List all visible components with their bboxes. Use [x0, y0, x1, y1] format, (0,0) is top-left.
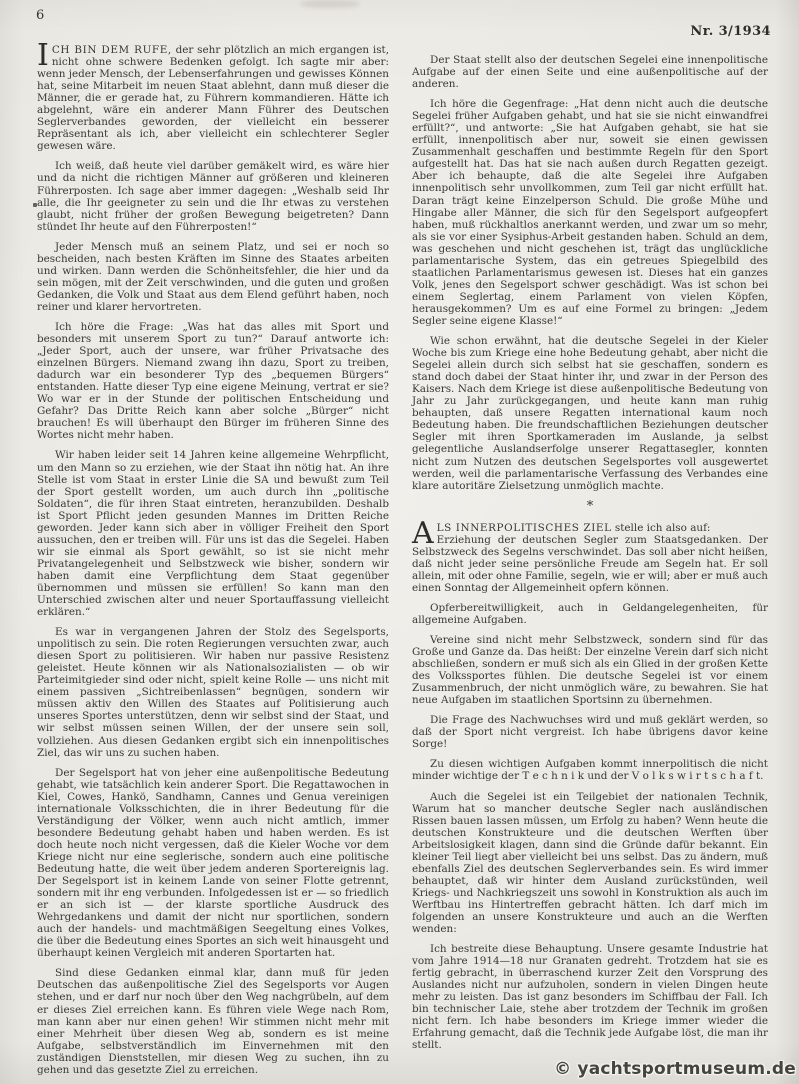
drop-cap-lead: LS INNERPOLITISCHES ZIEL	[436, 521, 612, 534]
paragraph: Der Segelsport hat von jeher eine außenpolitische Bedeutung gehabt, wie tatsächlich kein anderer Sport. Die Regattawochen in Kiel, Cowes, Hankö, Sandhamn, Cannes und Genua vereinigen internationale Volksschichten, die in ihrer Bedeutung für die Verständigung der Völker, wenn auch nicht amtlich, immer besondere Bedeutung gehabt haben und haben werden. Es ist doch heute noch nicht vergessen, daß die Kieler Woche vor dem Kriege nicht nur eine seglerische, sondern auch eine politische Bedeutung hatte, die weit über jedem anderen Sportereignis lag. Der Segelsport ist in keinem Lande von seiner Flotte getrennt, sondern mit ihr eng verbunden. Infolgedessen ist er — so friedlich er an sich ist — der klarste sportliche Ausdruck des Wehrgedankens und damit der nicht nur sportlichen, sondern auch der handels- und machtmäßigen Seegeltung eines Volkes, die über die Bedeutung eines Sportes an sich weit hinausgeht und überhaupt keinen Vergleich mit anderen Sportarten hat.	[37, 766, 389, 960]
paragraph: Opferbereitwilligkeit, auch in Geldangelegenheiten, für allgemeine Aufgaben.	[412, 601, 768, 626]
paragraph: Ich höre die Gegenfrage: „Hat denn nicht auch die deutsche Segelei früher Aufgaben gehabt, und hat sie sie nicht einwandfrei erfüllt?“, und antworte: „Sie hat Aufgaben gehabt, sie hat sie erfüllt, innenpolitisch aber nur, soweit sie einen gewissen Zusammenhalt geschaffen und bestimmte Regeln für den Sport aufgestellt hat. Das hat sie nach außen durch Regatten gezeigt. Aber ich behaupte, daß die alte Segelei ihre Aufgaben innenpolitisch sehr unvollkommen, zum Teil gar nicht erfüllt hat. Daran trägt keine Einzelperson Schuld. Die große Mühe und Hingabe aller Männer, die sich für den Segelsport aufgeopfert haben, muß rückhaltlos anerkannt werden, und zwar um so mehr, als sie vor einer Sysiphus-Arbeit gestanden haben. Schuld an dem, was geschehen und nicht geschehen ist, trägt das unglückliche parlamentarische System, das ein getreues Spiegelbild des staatlichen Parlamentarismus gewesen ist. Dieses hat ein ganzes Volk, jenes den Segelsport schwer geschädigt. Was ist schon bei einem Seglertag, einem Parlament von vielen Köpfen, herausgekommen? Um es auf eine Formel zu bringen: „Jedem Segler seine eigene Klasse!“	[412, 98, 768, 327]
paragraph-text: der sehr plötzlich an mich ergangen ist, nicht ohne schwere Bedenken gefolgt. Ich sagte mir aber: wenn jeder Mensch, der Lebenserfahrungen und gewisses Können hat, seine Mitarbeit im neuen Staat ablehnt, dann muß dieser die Männer, die er gerade hat, zu Führern kommandieren. Hätte ich abgelehnt, wäre ein anderer Mann Führer des Deutschen Seglerverbandes geworden, der vielleicht ein besserer Repräsentant als ich, aber vielleicht ein schlechterer Segler gewesen wäre.	[37, 44, 390, 153]
drop-cap-lead: CH BIN DEM RUFE,	[51, 44, 172, 56]
paragraph: Zu diesen wichtigen Aufgaben kommt innerpolitisch die nicht minder wichtige der T e c h n i k und der V o l k s w i r t s c h a f t.	[412, 758, 768, 783]
paragraph: Vereine sind nicht mehr Selbstzweck, sondern sind für das Große und Ganze da. Das heißt: Der einzelne Verein darf sich nicht abschließen, sondern er muß sich als ein Glied in der großen Kette des Volkssportes fühlen. Die deutsche Segelei ist vor einem Zusammenbruch, der nicht unmöglich wäre, zu bewahren. Sie hat neue Aufgaben im staatlichen Sportsinn zu übernehmen.	[412, 634, 768, 707]
paragraph: Wir haben leider seit 14 Jahren keine allgemeine Wehrpflicht, um den Mann so zu erziehen, wie der Staat ihn nötig hat. An ihre Stelle ist vom Staat in erster Linie die SA und bewußt zum Teil der Sport gestellt worden, um auch durch ihn „politische Soldaten“, die für ihren Staat eintreten, heranzubilden. Deshalb ist Sport Pflicht jeden gesunden Mannes im Dritten Reiche geworden. Jeder kann sich aber in völliger Freiheit den Sport aussuchen, den er treiben will. Für uns ist das die Segelei. Haben wir sie einmal als Sport gewählt, so ist sie nicht mehr Privatangelegenheit und Selbstzweck wie bisher, sondern wir haben damit eine Verpflichtung dem Staat gegenüber übernommen und müssen sie erfüllen! So kann man den Unterschied zwischen alter und neuer Sportauffassung vielleicht erklären.“	[37, 449, 389, 619]
paragraph: Ich bestreite diese Behauptung. Unsere gesamte Industrie hat vom Jahre 1914—18 nur Granaten gedreht. Trotzdem hat sie es fertig gebracht, in überraschend kurzer Zeit den Vorsprung des Auslandes nicht nur aufzuholen, sondern in vielen Dingen heute mehr zu leisten. Das ist ganz besonders im Schiffbau der Fall. Ich bin technischer Laie, stehe aber trotzdem der Technik im großen nicht fern. Ich habe besonders im Kriege immer wieder die Erfahrung gemacht, daß die Technik jede Aufgabe löst, die man ihr stellt.	[412, 943, 768, 1052]
left-column	[37, 38, 390, 1084]
paragraph: Die Frage des Nachwuchses wird und muß geklärt werden, so daß der Sport nicht vergreist. Ich habe übrigens davor keine Sorge!	[412, 714, 768, 751]
paragraph: Ich weiß, daß heute viel darüber gemäkelt wird, es wäre hier und da nicht die richtigen Männer auf größeren und kleineren Führerposten. Ich sage aber immer dagegen: „Weshalb seid Ihr alle, die Ihr geeigneter zu sein und die Ihr etwas zu verstehen glaubt, nicht früher der großen Bewegung beigetreten? Dann stündet Ihr heute auf den Führerposten!“	[37, 160, 389, 233]
paragraph: Der Staat stellt also der deutschen Segelei eine innenpolitische Aufgabe auf der einen Seite und eine außenpolitische auf der anderen.	[412, 54, 768, 91]
issue-number: Nr. 3/1934	[690, 24, 771, 39]
paragraph-lead-rest: stelle ich also auf:	[611, 521, 711, 534]
drop-cap: I	[37, 38, 49, 73]
drop-cap: A	[412, 515, 434, 551]
paragraph: Auch die Segelei ist ein Teilgebiet der nationalen Technik, Warum hat so mancher deutsche Segler nach ausländischen Rissen bauen lassen müssen, um Erfolg zu haben? Wenn heute die deutschen Konstrukteure und die deutschen Werften über Arbeitslosigkeit klagen, dann sind die Gründe dafür bekannt. Ein kleiner Teil liegt aber vielleicht bei uns selbst. Das zu ändern, muß ebenfalls Ziel des deutschen Seglerverbandes sein. Es wird immer behauptet, daß wir hinter dem Ausland zurückstünden, weil Kriegs- und Nachkriegszeit uns sowohl in Konstruktion als auch im Werftbau ins Hintertreffen gebracht hätten. Ich darf mich im folgenden an unsere Konstrukteure und auch an die Werften wenden:	[412, 790, 768, 936]
page-number: 6	[36, 8, 45, 23]
section-separator: *	[586, 498, 594, 514]
scan-smudge-artifact	[300, 0, 360, 8]
paragraph: Es war in vergangenen Jahren der Stolz des Segelsports, unpolitisch zu sein. Die roten Regierungen versuchten zwar, auch diesen Sport zu politisieren. Wir haben nur passive Resistenz geleistet. Heute können wir als Nationalsozialisten — ob wir Parteimitgieder sind oder nicht, spielt keine Rolle — uns nicht mit einem passiven „Sichtreibenlassen“ begnügen, sondern wir müssen aktiv den Willen des Staates auf Politisierung auch unseres Sportes unterstützen, denn wir selbst sind der Staat, und wir selbst müssen seinen Willen, der der unsere sein soll, vollziehen. Aus diesen Gedanken ergibt sich ein innenpolitisches Ziel, das wir uns zu suchen haben.	[37, 626, 389, 759]
paragraph: Ich höre die Frage: „Was hat das alles mit Sport und besonders mit unserem Sport zu tun?“ Darauf antworte ich: „Jeder Sport, auch der unsere, war früher Privatsache des einzelnen Bürgers. Niemand zwang ihn dazu, Sport zu treiben, dadurch war ein besonderer Typ des „bequemen Bürgers“ entstanden. Hatte dieser Typ eine eigene Meinung, vertrat er sie? Wo war er in der Stunde der politischen Entscheidung und Gefahr? Das Dritte Reich kann aber solche „Bürger“ nicht brauchen! Es will überhaupt den Bürger im früheren Sinne des Wortes nicht mehr haben.	[37, 320, 389, 442]
paragraph: Sind diese Gedanken einmal klar, dann muß für jeden Deutschen das außenpolitische Ziel des Segelsports vor Augen stehen, und er darf nur noch über den Weg nachgrübeln, auf dem er dieses Ziel erreichen kann. Es führen viele Wege nach Rom, man kann aber nur einen gehen! Wir stimmen nicht mehr mit einer Mehrheit über diesen Weg ab, sondern es ist meine Aufgabe, selbstverständlich im Einvernehmen mit den zuständigen Dienststellen, mir diesen Weg zu suchen, ihn zu gehen und das gesetzte Ziel zu erreichen.	[37, 967, 389, 1076]
paragraph	[412, 515, 768, 594]
paragraph	[37, 38, 390, 153]
watermark: © yachtsportmuseum.de	[554, 1059, 796, 1079]
paragraph: Wie schon erwähnt, hat die deutsche Segelei in der Kieler Woche bis zum Kriege eine hohe Bedeutung gehabt, aber nicht die Segelei allein durch sich selbst hat sie geschaffen, sondern es stand doch dabei der Staat hinter ihr, und zwar in der Person des Kaisers. Nach dem Kriege ist diese außenpolitische Bedeutung von Jahr zu Jahr zurückgegangen, und heute kann man ruhig behaupten, daß unsere Regatten international kaum noch Bedeutung haben. Die freundschaftlichen Beziehungen deutscher Segler mit ihren Sportkameraden im Auslande, ja selbst gelegentliche Auslandserfolge unserer Regattasegler, konnten nicht zum Nutzen des deutschen Segelsportes voll ausgewertet werden, weil die parlamentarische Verfassung des Verbandes eine klare autoritäre Zielsetzung unmöglich machte.	[412, 335, 768, 492]
paragraph: Jeder Mensch muß an seinem Platz, und sei er noch so bescheiden, nach besten Kräften im Sinne des Staates arbeiten und wirken. Dann werden die Schönheitsfehler, die hier und da sein mögen, mit der Zeit verschwinden, und die guten und großen Gedanken, die Volk und Staat aus dem Elend geführt haben, noch reiner und klarer hervortreten.	[37, 240, 389, 313]
right-column	[412, 54, 768, 1060]
paragraph-text: Erziehung der deutschen Segler zum Staatsgedanken. Der Selbstzweck des Segelns verschwindet. Das soll aber nicht heißen, daß nicht jeder seine persönliche Freude am Segeln hat. Er soll allein, mit oder ohne Familie, segeln, wie er will; aber er muß auch einen Sonntag der Allgemeinheit opfern können.	[412, 533, 768, 594]
